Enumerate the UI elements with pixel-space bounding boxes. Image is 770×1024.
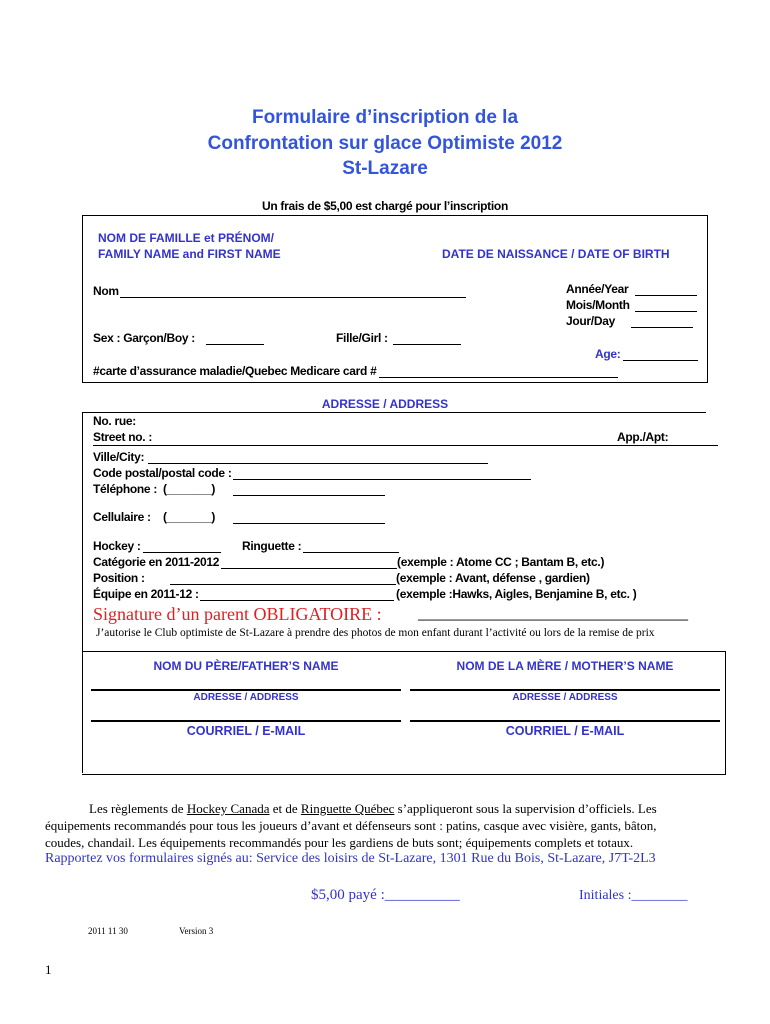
ringuette-field[interactable] (303, 552, 399, 553)
month-field[interactable] (635, 311, 697, 312)
footer-date: 2011 11 30 (88, 926, 128, 936)
ringuette-label: Ringuette : (242, 539, 302, 553)
girl-field[interactable] (393, 344, 461, 345)
city-label: Ville/City: (93, 450, 145, 464)
mother-email-label: COURRIEL / E-MAIL (505, 724, 625, 738)
medicare-field[interactable] (379, 377, 618, 378)
categorie-example: (exemple : Atome CC ; Bantam B, etc.) (397, 555, 605, 569)
year-field[interactable] (635, 295, 697, 296)
nom-field[interactable] (120, 297, 466, 298)
postal-label: Code postal/postal code : (93, 466, 232, 480)
hockey-canada-link[interactable]: Hockey Canada (186, 801, 270, 816)
fee-note: Un frais de $5,00 est chargé pour l’inscription (262, 199, 508, 213)
no-rue-label: No. rue: (93, 414, 136, 428)
signature-label: Signature d’un parent OBLIGATOIRE : (93, 604, 382, 624)
rules-line-3: coudes, chandail. Les équipements recommandés pour les gardiens de buts sont; équipements complets et totaux. (45, 835, 634, 850)
return-note: Rapportez vos formulaires signés au: Service des loisirs de St-Lazare, 1301 Rue du Bois, St-Lazare, J7T-2L3 (45, 851, 656, 866)
month-label: Mois/Month (566, 298, 630, 312)
day-label: Jour/Day (566, 314, 615, 328)
photo-consent: J’autorise le Club optimiste de St-Lazare à prendre des photos de mon enfant durant l’activité ou lors de la remise de prix (96, 627, 655, 639)
signature-field[interactable]: ______________________________ (418, 602, 688, 622)
father-email-label: COURRIEL / E-MAIL (186, 724, 306, 738)
name-header-line-2: FAMILY NAME and FIRST NAME (98, 247, 281, 261)
address-header: ADRESSE / ADDRESS (321, 397, 449, 411)
mother-name-field[interactable] (410, 689, 720, 691)
rules-line-2: équipements recommandés pour tous les joueurs d’avant et défenseurs sont : patins, casque avec visière, gants, bâton, (45, 818, 657, 833)
mother-header: NOM DE LA MÈRE / MOTHER’S NAME (456, 659, 674, 673)
position-field[interactable] (170, 584, 396, 585)
address-top-border (82, 412, 706, 413)
form-title-line-2: Confrontation sur glace Optimiste 2012 (207, 133, 563, 154)
age-label: Age: (595, 347, 621, 361)
parents-top-border (82, 651, 725, 652)
cell-label: Cellulaire : (93, 510, 151, 524)
name-header-line-1: NOM DE FAMILLE et PRÉNOM/ (98, 231, 275, 245)
phone-area-code[interactable]: (_______) (163, 482, 216, 496)
medicare-label: #carte d’assurance maladie/Quebec Medicare card # (93, 364, 377, 378)
city-field[interactable] (148, 463, 488, 464)
sex-boy-label: Sex : Garçon/Boy : (93, 331, 195, 345)
page-number: 1 (45, 962, 52, 977)
father-header: NOM DU PÈRE/FATHER’S NAME (153, 659, 339, 673)
day-field[interactable] (631, 327, 693, 328)
position-label: Position : (93, 571, 145, 585)
hockey-label: Hockey : (93, 539, 141, 553)
sex-girl-label: Fille/Girl : (336, 331, 388, 345)
postal-field[interactable] (233, 479, 531, 480)
nom-label: Nom (93, 284, 119, 298)
equipe-label: Équipe en 2011-12 : (93, 587, 199, 601)
equipe-example: (exemple :Hawks, Aigles, Benjamine B, etc. ) (396, 587, 637, 601)
position-example: (exemple : Avant, défense , gardien) (396, 571, 590, 585)
year-label: Année/Year (566, 282, 629, 296)
paid-field[interactable]: $5,00 payé :__________ (311, 887, 460, 903)
footer-version: Version 3 (179, 926, 214, 936)
father-name-field[interactable] (91, 689, 401, 691)
cell-field[interactable] (233, 523, 385, 524)
street-field[interactable] (93, 445, 718, 446)
boy-field[interactable] (206, 344, 264, 345)
hockey-field[interactable] (143, 552, 221, 553)
ringuette-quebec-link[interactable]: Ringuette Québec (300, 801, 395, 816)
mother-address-field[interactable] (410, 720, 720, 722)
phone-field[interactable] (233, 495, 385, 496)
father-address-label: ADRESSE / ADDRESS (193, 692, 299, 703)
initials-field[interactable]: Initiales :________ (579, 888, 688, 903)
dob-header: DATE DE NAISSANCE / DATE OF BIRTH (442, 247, 670, 261)
categorie-field[interactable] (221, 568, 397, 569)
categorie-label: Catégorie en 2011-2012 (93, 555, 220, 569)
father-address-field[interactable] (91, 720, 401, 722)
phone-label: Téléphone : (93, 482, 158, 496)
apt-label: App./Apt: (617, 430, 669, 444)
equipe-field[interactable] (200, 600, 394, 601)
form-title-line-3: St-Lazare (342, 158, 428, 179)
street-no-label: Street no. : (93, 430, 153, 444)
mother-address-label: ADRESSE / ADDRESS (512, 692, 618, 703)
age-field[interactable] (623, 360, 698, 361)
rules-line-1: Les règlements de Hockey Canada et de Ringuette Québec s’appliqueront sous la supervision d’officiels. Les (89, 801, 657, 816)
form-title-line-1: Formulaire d’inscription de la (251, 107, 519, 128)
cell-area-code[interactable]: (_______) (163, 510, 216, 524)
